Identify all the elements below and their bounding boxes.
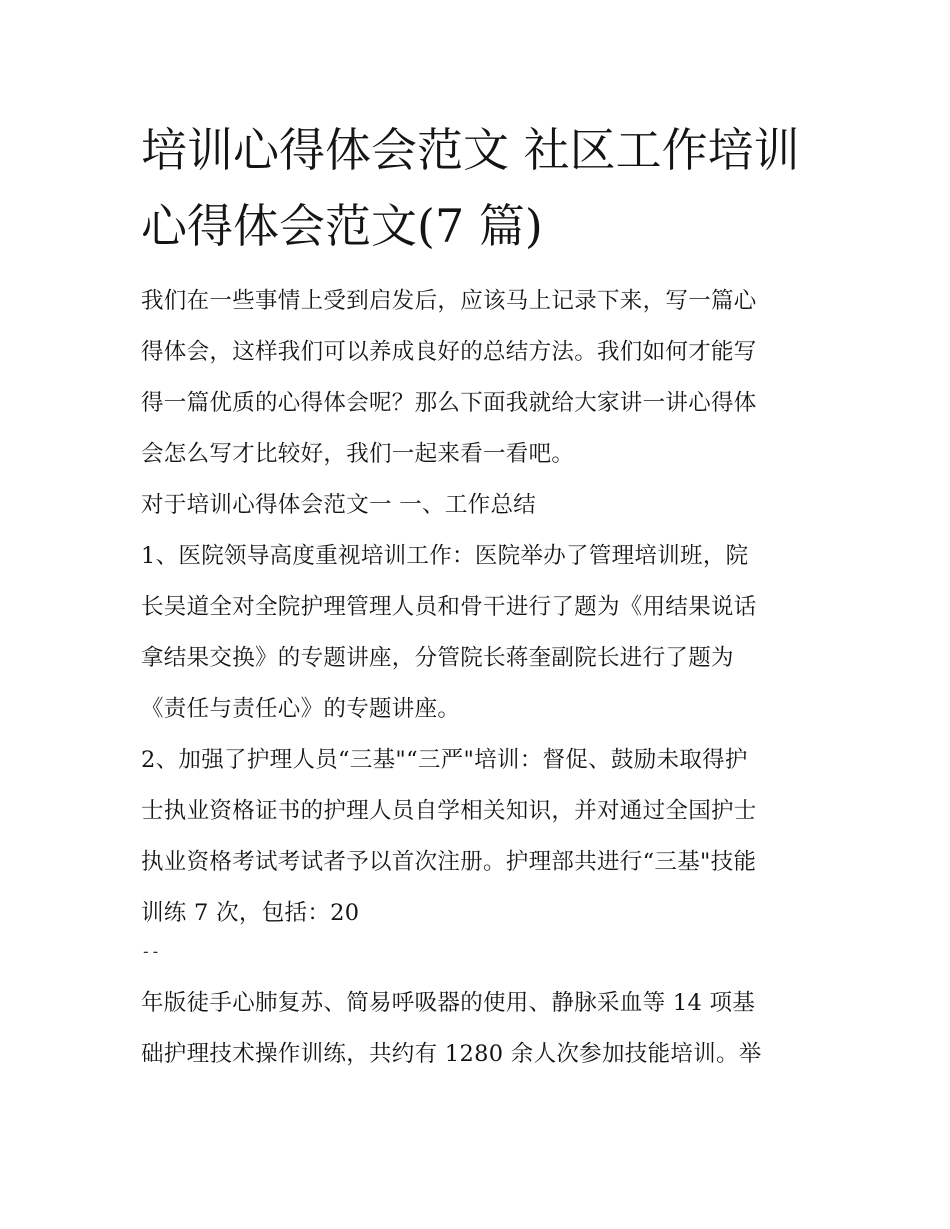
section-heading-line: 对于培训心得体会范文一 一、工作总结 (141, 492, 537, 518)
paragraph-line: 训练 7 次，包括：20 (141, 900, 360, 926)
paragraph-line: 士执业资格证书的护理人员自学相关知识，并对通过全国护士 (141, 798, 757, 824)
paragraph-line: 会怎么写才比较好，我们一起来看一看吧。 (141, 441, 575, 467)
paragraph-line: 《责任与责任心》的专题讲座。 (141, 696, 461, 722)
paragraph-line: 2、加强了护理人员“三基"“三严"培训：督促、鼓励未取得护 (141, 747, 748, 773)
paragraph-line: 础护理技术操作训练，共约有 1280 余人次参加技能培训。举 (141, 1041, 762, 1067)
document-title: 培训心得体会范文 社区工作培训心得体会范文(7 篇) (141, 123, 800, 253)
paragraph-line: 得一篇优质的心得体会呢？那么下面我就给大家讲一讲心得体 (141, 390, 757, 416)
paragraph-line: 执业资格考试考试者予以首次注册。护理部共进行“三基"技能 (141, 849, 757, 875)
page-separator: -- (141, 942, 161, 961)
paragraph-line: 拿结果交换》的专题讲座，分管院长蒋奎副院长进行了题为 (141, 645, 734, 671)
paragraph-line: 1、医院领导高度重视培训工作：医院举办了管理培训班，院 (141, 543, 749, 569)
paragraph-line: 长吴道全对全院护理管理人员和骨干进行了题为《用结果说话 (141, 594, 757, 620)
paragraph-line: 年版徒手心肺复苏、简易呼吸器的使用、静脉采血等 14 项基 (141, 990, 756, 1016)
paragraph-line: 得体会，这样我们可以养成良好的总结方法。我们如何才能写 (141, 339, 757, 365)
paragraph-line: 我们在一些事情上受到启发后，应该马上记录下来，写一篇心 (141, 288, 757, 314)
